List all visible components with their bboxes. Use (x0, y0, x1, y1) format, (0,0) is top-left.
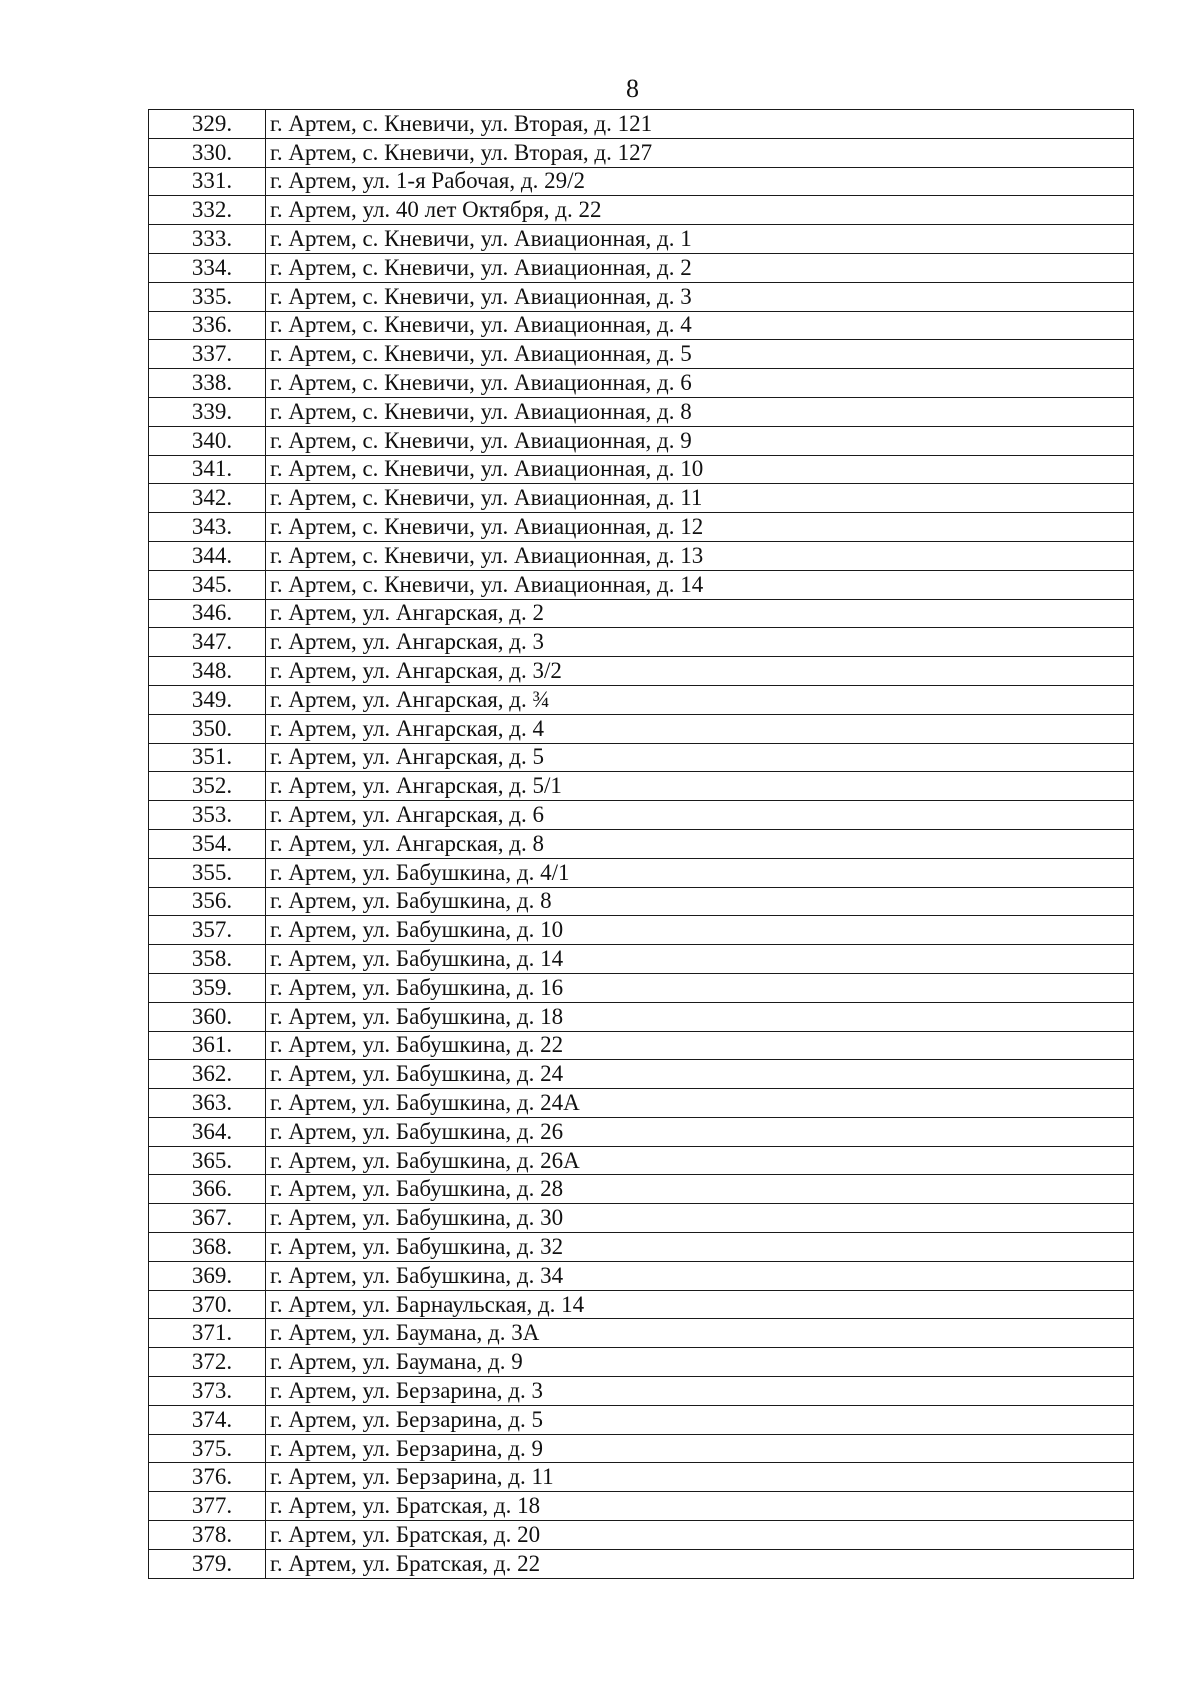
table-row (149, 282, 1134, 311)
table-row (149, 1405, 1134, 1434)
row-number-cell: 371. (149, 1319, 266, 1348)
address-cell: г. Артем, с. Кневичи, ул. Авиационная, д. 12 (266, 513, 1134, 542)
address-cell: г. Артем, с. Кневичи, ул. Авиационная, д. 3 (266, 282, 1134, 311)
table-row (149, 973, 1134, 1002)
address-cell: г. Артем, ул. Берзарина, д. 5 (266, 1405, 1134, 1434)
row-number-cell: 346. (149, 599, 266, 628)
address-cell: г. Артем, ул. Братская, д. 20 (266, 1521, 1134, 1550)
table-row (149, 657, 1134, 686)
address-table-body (149, 110, 1134, 1579)
row-number-cell: 374. (149, 1405, 266, 1434)
table-row (149, 887, 1134, 916)
row-number-cell: 329. (149, 110, 266, 139)
row-number-cell: 368. (149, 1233, 266, 1262)
row-number-cell: 356. (149, 887, 266, 916)
table-row (149, 311, 1134, 340)
address-cell: г. Артем, с. Кневичи, ул. Авиационная, д. 10 (266, 455, 1134, 484)
table-row (149, 138, 1134, 167)
table-row (149, 340, 1134, 369)
address-cell: г. Артем, ул. Баумана, д. 3А (266, 1319, 1134, 1348)
address-cell: г. Артем, ул. Ангарская, д. 5/1 (266, 772, 1134, 801)
address-cell: г. Артем, ул. Бабушкина, д. 26 (266, 1117, 1134, 1146)
row-number-cell: 349. (149, 685, 266, 714)
row-number-cell: 341. (149, 455, 266, 484)
row-number-cell: 363. (149, 1089, 266, 1118)
row-number-cell: 352. (149, 772, 266, 801)
row-number-cell: 332. (149, 196, 266, 225)
table-row (149, 1348, 1134, 1377)
table-row (149, 369, 1134, 398)
table-row (149, 541, 1134, 570)
table-row (149, 1060, 1134, 1089)
row-number-cell: 353. (149, 801, 266, 830)
row-number-cell: 365. (149, 1146, 266, 1175)
table-row (149, 167, 1134, 196)
address-cell: г. Артем, ул. Бабушкина, д. 28 (266, 1175, 1134, 1204)
row-number-cell: 343. (149, 513, 266, 542)
table-row (149, 1463, 1134, 1492)
row-number-cell: 359. (149, 973, 266, 1002)
row-number-cell: 351. (149, 743, 266, 772)
address-cell: г. Артем, с. Кневичи, ул. Авиационная, д. 1 (266, 225, 1134, 254)
address-cell: г. Артем, ул. Берзарина, д. 9 (266, 1434, 1134, 1463)
address-cell: г. Артем, с. Кневичи, ул. Авиационная, д. 9 (266, 426, 1134, 455)
table-row (149, 513, 1134, 542)
row-number-cell: 334. (149, 253, 266, 282)
row-number-cell: 337. (149, 340, 266, 369)
row-number-cell: 379. (149, 1549, 266, 1578)
row-number-cell: 370. (149, 1290, 266, 1319)
table-row (149, 225, 1134, 254)
row-number-cell: 358. (149, 945, 266, 974)
row-number-cell: 340. (149, 426, 266, 455)
address-table (148, 109, 1134, 1579)
row-number-cell: 344. (149, 541, 266, 570)
row-number-cell: 333. (149, 225, 266, 254)
table-row (149, 829, 1134, 858)
row-number-cell: 369. (149, 1261, 266, 1290)
address-cell: г. Артем, ул. Бабушкина, д. 18 (266, 1002, 1134, 1031)
row-number-cell: 375. (149, 1434, 266, 1463)
address-cell: г. Артем, ул. Бабушкина, д. 24 (266, 1060, 1134, 1089)
address-cell: г. Артем, ул. Бабушкина, д. 34 (266, 1261, 1134, 1290)
address-cell: г. Артем, ул. Бабушкина, д. 32 (266, 1233, 1134, 1262)
table-row (149, 1002, 1134, 1031)
table-row (149, 1290, 1134, 1319)
table-row (149, 397, 1134, 426)
table-row (149, 801, 1134, 830)
row-number-cell: 377. (149, 1492, 266, 1521)
table-row (149, 772, 1134, 801)
table-row (149, 455, 1134, 484)
address-cell: г. Артем, ул. Бабушкина, д. 8 (266, 887, 1134, 916)
address-cell: г. Артем, с. Кневичи, ул. Авиационная, д. 6 (266, 369, 1134, 398)
address-cell: г. Артем, ул. Бабушкина, д. 16 (266, 973, 1134, 1002)
table-row (149, 1434, 1134, 1463)
address-cell: г. Артем, с. Кневичи, ул. Вторая, д. 127 (266, 138, 1134, 167)
row-number-cell: 338. (149, 369, 266, 398)
address-cell: г. Артем, ул. Ангарская, д. 6 (266, 801, 1134, 830)
table-row (149, 1377, 1134, 1406)
address-cell: г. Артем, с. Кневичи, ул. Авиационная, д. 4 (266, 311, 1134, 340)
table-row (149, 110, 1134, 139)
row-number-cell: 330. (149, 138, 266, 167)
row-number-cell: 336. (149, 311, 266, 340)
table-row (149, 685, 1134, 714)
table-row (149, 1146, 1134, 1175)
table-row (149, 570, 1134, 599)
row-number-cell: 335. (149, 282, 266, 311)
row-number-cell: 331. (149, 167, 266, 196)
address-cell: г. Артем, с. Кневичи, ул. Авиационная, д. 14 (266, 570, 1134, 599)
address-cell: г. Артем, ул. Бабушкина, д. 4/1 (266, 858, 1134, 887)
address-cell: г. Артем, ул. Ангарская, д. 4 (266, 714, 1134, 743)
table-row (149, 1175, 1134, 1204)
row-number-cell: 348. (149, 657, 266, 686)
address-cell: г. Артем, ул. Бабушкина, д. 30 (266, 1204, 1134, 1233)
address-cell: г. Артем, ул. 40 лет Октября, д. 22 (266, 196, 1134, 225)
address-cell: г. Артем, ул. 1-я Рабочая, д. 29/2 (266, 167, 1134, 196)
table-row (149, 253, 1134, 282)
address-cell: г. Артем, ул. Братская, д. 22 (266, 1549, 1134, 1578)
row-number-cell: 378. (149, 1521, 266, 1550)
table-row (149, 858, 1134, 887)
address-cell: г. Артем, ул. Барнаульская, д. 14 (266, 1290, 1134, 1319)
address-cell: г. Артем, ул. Берзарина, д. 3 (266, 1377, 1134, 1406)
row-number-cell: 345. (149, 570, 266, 599)
row-number-cell: 354. (149, 829, 266, 858)
table-row (149, 1319, 1134, 1348)
address-cell: г. Артем, с. Кневичи, ул. Авиационная, д. 5 (266, 340, 1134, 369)
table-row (149, 1233, 1134, 1262)
row-number-cell: 364. (149, 1117, 266, 1146)
row-number-cell: 339. (149, 397, 266, 426)
row-number-cell: 366. (149, 1175, 266, 1204)
address-cell: г. Артем, ул. Ангарская, д. 5 (266, 743, 1134, 772)
table-row (149, 1549, 1134, 1578)
table-row (149, 1492, 1134, 1521)
row-number-cell: 367. (149, 1204, 266, 1233)
row-number-cell: 357. (149, 916, 266, 945)
address-cell: г. Артем, ул. Братская, д. 18 (266, 1492, 1134, 1521)
address-cell: г. Артем, ул. Берзарина, д. 11 (266, 1463, 1134, 1492)
row-number-cell: 376. (149, 1463, 266, 1492)
table-row (149, 916, 1134, 945)
address-cell: г. Артем, ул. Бабушкина, д. 26А (266, 1146, 1134, 1175)
row-number-cell: 342. (149, 484, 266, 513)
table-row (149, 714, 1134, 743)
table-row (149, 1117, 1134, 1146)
address-cell: г. Артем, ул. Бабушкина, д. 24А (266, 1089, 1134, 1118)
address-cell: г. Артем, с. Кневичи, ул. Авиационная, д. 11 (266, 484, 1134, 513)
address-cell: г. Артем, с. Кневичи, ул. Авиационная, д. 8 (266, 397, 1134, 426)
table-row (149, 484, 1134, 513)
address-cell: г. Артем, ул. Баумана, д. 9 (266, 1348, 1134, 1377)
table-row (149, 743, 1134, 772)
row-number-cell: 355. (149, 858, 266, 887)
table-row (149, 1261, 1134, 1290)
row-number-cell: 347. (149, 628, 266, 657)
row-number-cell: 372. (149, 1348, 266, 1377)
address-cell: г. Артем, ул. Ангарская, д. 3 (266, 628, 1134, 657)
address-cell: г. Артем, ул. Ангарская, д. 3/2 (266, 657, 1134, 686)
address-cell: г. Артем, ул. Ангарская, д. 8 (266, 829, 1134, 858)
table-row (149, 1089, 1134, 1118)
table-row (149, 1204, 1134, 1233)
table-row (149, 628, 1134, 657)
row-number-cell: 373. (149, 1377, 266, 1406)
row-number-cell: 360. (149, 1002, 266, 1031)
table-row (149, 426, 1134, 455)
page-number: 8 (626, 74, 639, 103)
address-cell: г. Артем, ул. Бабушкина, д. 14 (266, 945, 1134, 974)
address-cell: г. Артем, с. Кневичи, ул. Вторая, д. 121 (266, 110, 1134, 139)
row-number-cell: 350. (149, 714, 266, 743)
address-cell: г. Артем, ул. Бабушкина, д. 22 (266, 1031, 1134, 1060)
table-row (149, 196, 1134, 225)
address-cell: г. Артем, ул. Бабушкина, д. 10 (266, 916, 1134, 945)
row-number-cell: 362. (149, 1060, 266, 1089)
table-row (149, 945, 1134, 974)
table-row (149, 1521, 1134, 1550)
table-row (149, 1031, 1134, 1060)
address-cell: г. Артем, с. Кневичи, ул. Авиационная, д. 2 (266, 253, 1134, 282)
address-cell: г. Артем, с. Кневичи, ул. Авиационная, д. 13 (266, 541, 1134, 570)
address-cell: г. Артем, ул. Ангарская, д. ¾ (266, 685, 1134, 714)
table-row (149, 599, 1134, 628)
row-number-cell: 361. (149, 1031, 266, 1060)
address-cell: г. Артем, ул. Ангарская, д. 2 (266, 599, 1134, 628)
